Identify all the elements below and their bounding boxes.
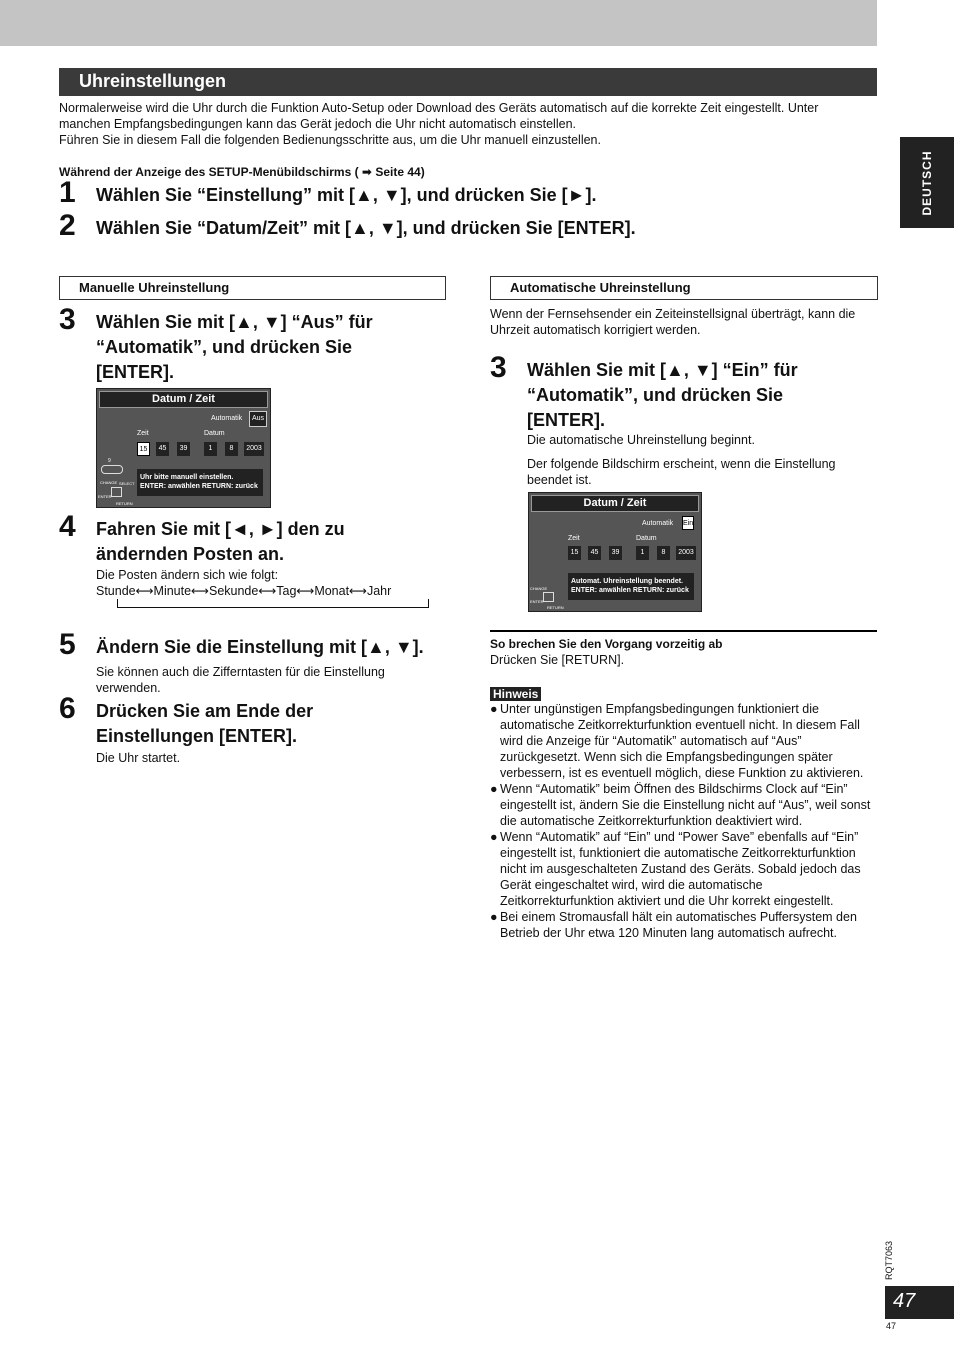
nav-return-label: RETURN [116,501,133,506]
automatik-label: Automatik [211,415,243,422]
page-number: 47 [893,1290,916,1312]
intro-line: Normalerweise wird die Uhr durch die Funktion Auto-Setup oder Download des Geräts automatisch auf die korrekte Zeit eingestellt. Unter [59,101,819,115]
note-line: verbessern, ist es eventuell möglich, diese Funktion zu aktivieren. [500,766,864,780]
hour-field: 15 [568,546,581,560]
message-line: ENTER: anwählen RETURN: zurück [140,483,258,490]
step-text [527,358,798,433]
nav-change-label: CHANGE [100,480,118,485]
step-text: Ändern Sie die Einstellung mit [▲, ▼]. [96,637,424,657]
nav-enter-label: ENTER [530,599,544,604]
step-note [527,456,836,488]
automatik-value: Ein [682,516,694,530]
step-note: Die Posten ändern sich wie folgt: [96,568,279,582]
auto-subheader: Automatische Uhreinstellung [490,276,878,300]
month-field: 8 [225,442,238,456]
step-line: Drücken Sie am Ende der [96,701,314,721]
note-line: die automatische Zeitkorrekturfunktion deaktiviert wird. [500,814,803,828]
notes-list [490,701,880,941]
nav-select-label: SELECT [119,481,135,486]
step-number: 3 [59,303,76,336]
minute-field: 45 [588,546,601,560]
intro-line: Uhrzeit automatisch korrigiert werden. [490,323,701,337]
message-line: Automat. Uhreinstellung beendet. [571,578,684,585]
list-item [490,781,880,829]
step-line: Einstellungen [ENTER]. [96,726,298,746]
automatik-label: Automatik [642,520,674,527]
cursor-keys-icon [543,592,554,602]
language-tab [900,137,954,228]
message-line: Uhr bitte manuell einstellen. [140,474,234,481]
step-text: Wählen Sie “Einstellung” mit [▲, ▼], und drücken Sie [►]. [96,185,597,205]
list-item [490,701,880,781]
step-text: Wählen Sie “Datum/Zeit” mit [▲, ▼], und drücken Sie [ENTER]. [96,218,636,238]
abort-title: So brechen Sie den Vorgang vorzeitig ab [490,637,723,651]
intro-line: Wenn der Fernsehsender ein Zeiteinstellsignal überträgt, kann die [490,307,856,321]
document-code: RQT7063 [884,1240,894,1280]
step-number: 1 [59,176,76,209]
abort-text: Drücken Sie [RETURN]. [490,653,625,667]
note-line: automatische Zeitkorrekturfunktion eventuell nicht. In diesem Fall [500,718,860,732]
note-line: beendet ist. [527,473,592,487]
page-number-box [885,1286,954,1319]
note-line: Bei einem Stromausfall hält ein automatisches Puffersystem den [500,910,857,924]
bullet-icon: ● [490,830,498,844]
step-number: 5 [59,628,76,661]
manual-clock-screen [96,388,271,508]
note-line: wird die Anzeige für “Automatik” automatisch auf “Aus” [500,734,802,748]
bullet-icon: ● [490,782,498,796]
note-line: Wenn “Automatik” auf “Ein” und “Power Save” ebenfalls auf “Ein” [500,830,859,844]
manual-subheader: Manuelle Uhreinstellung [59,276,446,300]
note-line: zurückgesetzt. Wenn sich die Empfangsbedingungen später [500,750,833,764]
step-number: 2 [59,209,76,242]
note-line: eingestellt ist, ändern Sie die Einstellung nicht auf “Aus”, weil sonst [500,798,871,812]
hour-field: 15 [137,442,150,456]
step-text [96,517,345,567]
step-line: Fahren Sie mit [◄, ►] den zu [96,519,345,539]
step-line: “Automatik”, und drücken Sie [96,337,353,357]
auto-intro [490,306,855,338]
note-line: Zeitkorrekturfunktion aktiviert und die Uhr korrekt eingestellt. [500,894,834,908]
month-field: 8 [657,546,670,560]
step-number: 3 [490,351,507,384]
year-field: 2003 [244,442,264,456]
step-line: Wählen Sie mit [▲, ▼] “Ein” für [527,360,798,380]
bullet-icon: ● [490,910,498,924]
automatik-value: Aus [249,411,267,427]
nav-enter-label: ENTER [98,494,112,499]
language-tab-label: DEUTSCH [920,150,934,216]
nav-9-label: 9 [108,458,111,464]
list-item [490,829,880,909]
note-line: nicht im ausgeschalteten Zustand des Geräts. Sobald jedoch das [500,862,861,876]
note-line: Sie können auch die Zifferntasten für die Einstellung [96,665,385,679]
message-line: ENTER: anwählen RETURN: zurück [571,587,689,594]
note-line: verwenden. [96,681,161,695]
step-line: ändernden Posten an. [96,544,285,564]
zeit-label: Zeit [568,535,580,542]
step-line: [ENTER]. [96,362,174,382]
intro-text [59,100,879,148]
nav-return-label: RETURN [547,605,564,610]
step-number: 4 [59,510,76,543]
page-number-small: 47 [886,1321,897,1331]
note-line: Betrieb der Uhr etwa 120 Minuten lang automatisch aufrecht. [500,926,837,940]
step-line: “Automatik”, und drücken Sie [527,385,784,405]
step-note: Die Uhr startet. [96,751,181,765]
step-text [96,699,313,749]
step-note: Die automatische Uhreinstellung beginnt. [527,433,755,447]
auto-clock-screen [528,492,702,612]
step-number: 6 [59,692,76,725]
divider [490,630,877,632]
intro-line: Führen Sie in diesem Fall die folgenden Bedienungsschritte aus, um die Uhr manuell einzustellen. [59,133,601,147]
note-line: Gerät eingeschaltet wird, wird die automatische [500,878,763,892]
zeit-label: Zeit [137,430,149,437]
step-text [96,310,373,385]
item-sequence: Stunde⟷Minute⟷Sekunde⟷Tag⟷Monat⟷Jahr [96,584,392,598]
datum-label: Datum [204,430,225,437]
note-line: eingestellt ist, funktioniert die automatische Zeitkorrekturfunktion [500,846,856,860]
screen-message [568,573,694,600]
cursor-keys-icon [111,487,122,497]
screen-title: Datum / Zeit [99,391,268,408]
intro-line: manchen Empfangsbedingungen kann das Gerät jedoch die Uhr nicht automatisch einstellen. [59,117,576,131]
section-title: Uhreinstellungen [79,71,227,91]
hinweis-label: Hinweis [490,687,541,701]
step-line: Wählen Sie mit [▲, ▼] “Aus” für [96,312,373,332]
minute-field: 45 [156,442,169,456]
second-field: 39 [177,442,190,456]
day-field: 1 [204,442,217,456]
note-line: Wenn “Automatik” beim Öffnen des Bildschirms Clock auf “Ein” [500,782,848,796]
day-field: 1 [636,546,649,560]
header-band [0,0,877,46]
number-keys-icon [101,465,123,474]
year-field: 2003 [676,546,696,560]
section-title-bar [59,68,877,96]
note-line: Der folgende Bildschirm erscheint, wenn die Einstellung [527,457,836,471]
sequence-loop-line [117,599,429,608]
nav-change-label: CHANGE [530,586,548,591]
step-line: [ENTER]. [527,410,605,430]
second-field: 39 [609,546,622,560]
bullet-icon: ● [490,702,498,716]
note-line: Unter ungünstigen Empfangsbedingungen funktioniert die [500,702,819,716]
screen-message [137,469,263,496]
step-note [96,664,385,696]
precondition-note: Während der Anzeige des SETUP-Menübildschirms ( ➡ Seite 44) [59,165,425,179]
screen-title: Datum / Zeit [531,495,699,512]
datum-label: Datum [636,535,657,542]
list-item [490,909,880,941]
